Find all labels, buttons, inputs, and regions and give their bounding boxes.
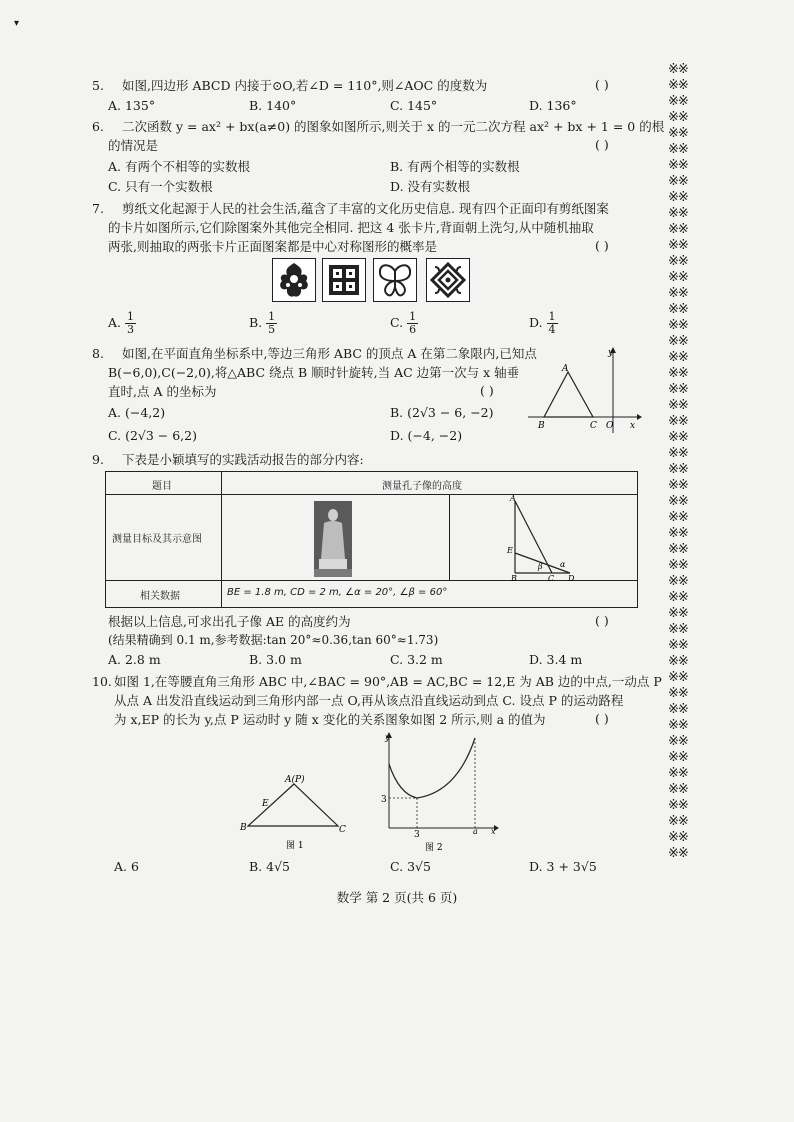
q10-answer-paren: ( ) [595, 711, 609, 726]
q7-option-b-letter: B. [249, 315, 263, 330]
q8-answer-paren: ( ) [480, 383, 494, 398]
q6-answer-paren: ( ) [595, 137, 609, 152]
q7-option-c-fraction [407, 311, 418, 336]
q9-measurement-figure [502, 495, 578, 581]
q10-fig2-label-x: x [491, 827, 496, 836]
q5-option-a: A. 135° [108, 98, 156, 113]
q7-line3: 两张,则抽取的两张卡片正面图案都是中心对称图形的概率是 [108, 239, 437, 254]
q7-option-b-num: 1 [268, 310, 276, 323]
side-mark: ※※ [668, 526, 688, 541]
q8-line2: B(−6,0),C(−2,0),将△ABC 绕点 B 顺时针旋转,当 AC 边第一次与 x 轴垂 [108, 365, 520, 380]
q8-label-a: A [562, 364, 569, 374]
papercut-pattern-4-icon [427, 259, 469, 301]
table-vline-1 [221, 472, 222, 607]
side-mark: ※※ [668, 638, 688, 653]
q10-option-c: C. 3√5 [390, 859, 431, 874]
side-mark: ※※ [668, 270, 688, 285]
q10-fig2-label-3x: 3 [414, 830, 420, 840]
q5-answer-paren: ( ) [595, 77, 609, 92]
side-mark: ※※ [668, 190, 688, 205]
q7-option-c-num: 1 [409, 310, 417, 323]
q6-option-b: B. 有两个相等的实数根 [390, 159, 520, 174]
side-mark: ※※ [668, 782, 688, 797]
q10-fig1-label-a: A(P) [285, 775, 305, 785]
q7-option-a [108, 311, 136, 336]
side-mark: ※※ [668, 366, 688, 381]
q9-line2: 根据以上信息,可求出孔子像 AE 的高度约为 [108, 614, 351, 629]
q9-label-alpha: α [560, 560, 566, 569]
side-mark: ※※ [668, 94, 688, 109]
side-mark: ※※ [668, 494, 688, 509]
side-decoration [668, 62, 698, 862]
side-mark: ※※ [668, 654, 688, 669]
side-mark: ※※ [668, 286, 688, 301]
q8-label-b: B [538, 421, 545, 431]
q10-line3: 为 x,EP 的长为 y,点 P 运动时 y 随 x 变化的关系图象如图 2 所示,则 a 的值为 [114, 712, 546, 727]
side-mark: ※※ [668, 622, 688, 637]
q8-label-o: O [606, 421, 614, 431]
papercut-pattern-1-icon [273, 259, 315, 301]
q9-label-beta: β [538, 562, 543, 571]
q9-number: 9. [92, 452, 104, 467]
q7-option-a-den: 3 [127, 323, 134, 336]
q8-line1: 如图,在平面直角坐标系中,等边三角形 ABC 的顶点 A 在第二象限内,已知点 [122, 346, 537, 361]
q9-note: (结果精确到 0.1 m,参考数据:tan 20°≈0.36,tan 60°≈1.73) [108, 633, 439, 647]
table-row-data: 相关数据 [140, 591, 180, 602]
table-header-topic: 题目 [152, 481, 172, 492]
q8-line3: 直时,点 A 的坐标为 [108, 384, 217, 399]
q7-option-b [249, 311, 277, 336]
q10-fig2-label-y: y [385, 733, 390, 742]
q8-triangle-abc [544, 372, 593, 417]
q7-option-a-fraction [125, 311, 136, 336]
side-mark: ※※ [668, 142, 688, 157]
q6-option-c: C. 只有一个实数根 [108, 179, 213, 194]
q9-label-b: B [511, 574, 517, 581]
q6-option-d: D. 没有实数根 [390, 179, 471, 194]
page-footer: 数学 第 2 页(共 6 页) [336, 890, 458, 905]
side-mark: ※※ [668, 574, 688, 589]
q8-option-d: D. (−4, −2) [390, 428, 463, 443]
question-10 [92, 672, 662, 691]
q8-option-b: B. (2√3 − 6, −2) [390, 405, 494, 420]
side-mark: ※※ [668, 846, 688, 861]
q9-answer-paren: ( ) [595, 613, 609, 628]
side-mark: ※※ [668, 206, 688, 221]
q7-line2: 的卡片如图所示,它们除图案外其他完全相同. 把这 4 张卡片,背面朝上洗匀,从中随机抽取 [108, 220, 594, 235]
side-mark: ※※ [668, 318, 688, 333]
papercut-card-4 [426, 258, 470, 302]
question-9 [92, 450, 364, 469]
q9-label-c: C [548, 574, 555, 581]
q7-option-d-den: 4 [548, 323, 556, 336]
q10-option-a: A. 6 [114, 859, 139, 874]
q9-option-b: B. 3.0 m [249, 652, 302, 667]
q10-line1: 如图 1,在等腰直角三角形 ABC 中,∠BAC = 90°,AB = AC,BC = 12,E 为 AB 边的中点,一动点 P [114, 674, 662, 689]
side-mark: ※※ [668, 750, 688, 765]
papercut-card-3 [373, 258, 417, 302]
q6-line1: 二次函数 y = ax² + bx(a≠0) 的图象如图所示,则关于 x 的一元二次方程 ax² + bx + 1 = 0 的根 [122, 119, 665, 134]
q6-number: 6. [92, 119, 104, 134]
q10-fig2-label-a: a [473, 827, 478, 836]
q8-option-c: C. (2√3 − 6,2) [108, 428, 197, 443]
side-mark: ※※ [668, 814, 688, 829]
q9-line-ac [515, 501, 552, 573]
side-mark: ※※ [668, 110, 688, 125]
side-mark: ※※ [668, 158, 688, 173]
q8-label-c: C [590, 421, 597, 431]
side-mark: ※※ [668, 174, 688, 189]
side-mark: ※※ [668, 126, 688, 141]
table-row-target: 测量目标及其示意图 [112, 534, 202, 545]
q10-fig2-curve [389, 738, 475, 798]
papercut-pattern-2-icon [323, 259, 365, 301]
side-mark: ※※ [668, 238, 688, 253]
question-5 [92, 76, 487, 95]
q7-option-c-den: 6 [409, 323, 417, 336]
q9-option-c: C. 3.2 m [390, 652, 443, 667]
side-mark: ※※ [668, 830, 688, 845]
side-mark: ※※ [668, 734, 688, 749]
side-mark: ※※ [668, 78, 688, 93]
q5-option-b: B. 140° [249, 98, 297, 113]
side-mark: ※※ [668, 606, 688, 621]
side-mark: ※※ [668, 302, 688, 317]
q7-option-d-fraction [547, 311, 558, 336]
q9-label-d: D [568, 574, 575, 581]
q8-x-arrow [637, 414, 642, 420]
q5-number: 5. [92, 78, 104, 93]
q5-option-c: C. 145° [390, 98, 438, 113]
side-mark: ※※ [668, 398, 688, 413]
q7-number: 7. [92, 201, 104, 216]
side-mark: ※※ [668, 702, 688, 717]
q7-option-a-num: 1 [127, 310, 134, 323]
q9-report-table [105, 471, 638, 608]
side-mark: ※※ [668, 430, 688, 445]
question-8 [92, 344, 537, 363]
side-mark: ※※ [668, 670, 688, 685]
q7-option-b-den: 5 [268, 323, 276, 336]
q6-line2: 的情况是 [108, 138, 159, 153]
side-mark: ※※ [668, 414, 688, 429]
q8-label-x: x [630, 421, 636, 431]
q10-line2: 从点 A 出发沿直线运动到三角形内部一点 O,再从该点沿直线运动到点 C. 设点 P 的运动路程 [114, 693, 624, 708]
q10-figure-2 [377, 730, 502, 852]
q10-option-b: B. 4√5 [249, 859, 291, 874]
q7-option-a-letter: A. [108, 315, 122, 330]
q7-answer-paren: ( ) [595, 238, 609, 253]
question-7 [92, 199, 609, 218]
side-mark: ※※ [668, 350, 688, 365]
q9-option-a: A. 2.8 m [108, 652, 161, 667]
q10-number: 10. [92, 674, 112, 689]
butterfly-pattern-icon [374, 259, 416, 301]
table-vline-2 [449, 494, 450, 580]
q8-label-y: y [608, 348, 614, 358]
q7-option-c-letter: C. [390, 315, 404, 330]
side-mark: ※※ [668, 766, 688, 781]
side-mark: ※※ [668, 798, 688, 813]
q8-coordinate-figure [528, 345, 643, 435]
question-6 [92, 117, 664, 136]
side-mark: ※※ [668, 254, 688, 269]
q7-line1: 剪纸文化起源于人民的社会生活,蕴含了丰富的文化历史信息. 现有四个正面印有剪纸图案 [122, 201, 609, 216]
q7-option-c [390, 311, 418, 336]
q10-option-d: D. 3 + 3√5 [529, 859, 597, 874]
q10-figure-1 [238, 770, 350, 850]
side-mark: ※※ [668, 382, 688, 397]
side-mark: ※※ [668, 478, 688, 493]
side-mark: ※※ [668, 462, 688, 477]
q10-fig1-label-b: B [240, 823, 247, 833]
papercut-card-1 [272, 258, 316, 302]
q9-intro: 下表是小颖填写的实践活动报告的部分内容: [122, 452, 364, 467]
q7-option-d [529, 311, 558, 336]
corner-mark: ▾ [14, 18, 20, 29]
side-mark: ※※ [668, 510, 688, 525]
side-mark: ※※ [668, 62, 688, 77]
q8-number: 8. [92, 346, 104, 361]
q7-option-b-fraction [266, 311, 277, 336]
side-mark: ※※ [668, 542, 688, 557]
side-mark: ※※ [668, 334, 688, 349]
q5-text: 如图,四边形 ABCD 内接于⊙O,若∠D = 110°,则∠AOC 的度数为 [122, 78, 488, 93]
q10-fig2-caption: 图 2 [425, 843, 443, 852]
q6-option-a: A. 有两个不相等的实数根 [108, 159, 250, 174]
q10-fig2-label-3y: 3 [381, 795, 387, 805]
q9-option-d: D. 3.4 m [529, 652, 583, 667]
table-header-title: 测量孔子像的高度 [382, 481, 462, 492]
papercut-card-2 [322, 258, 366, 302]
q10-fig1-caption: 图 1 [286, 841, 304, 850]
side-mark: ※※ [668, 590, 688, 605]
side-mark: ※※ [668, 686, 688, 701]
q7-option-d-letter: D. [529, 315, 543, 330]
confucius-statue-photo [314, 501, 352, 577]
q9-label-e: E [507, 546, 513, 555]
q10-fig1-label-e: E [262, 799, 269, 809]
side-mark: ※※ [668, 718, 688, 733]
q9-label-a: A [510, 495, 516, 503]
q7-option-d-num: 1 [548, 310, 556, 323]
q5-option-d: D. 136° [529, 98, 577, 113]
q8-option-a: A. (−4,2) [108, 405, 166, 420]
table-data-values: BE = 1.8 m, CD = 2 m, ∠α = 20°, ∠β = 60° [227, 587, 448, 598]
side-mark: ※※ [668, 558, 688, 573]
q10-fig1-label-c: C [339, 825, 346, 835]
side-mark: ※※ [668, 446, 688, 461]
side-mark: ※※ [668, 222, 688, 237]
